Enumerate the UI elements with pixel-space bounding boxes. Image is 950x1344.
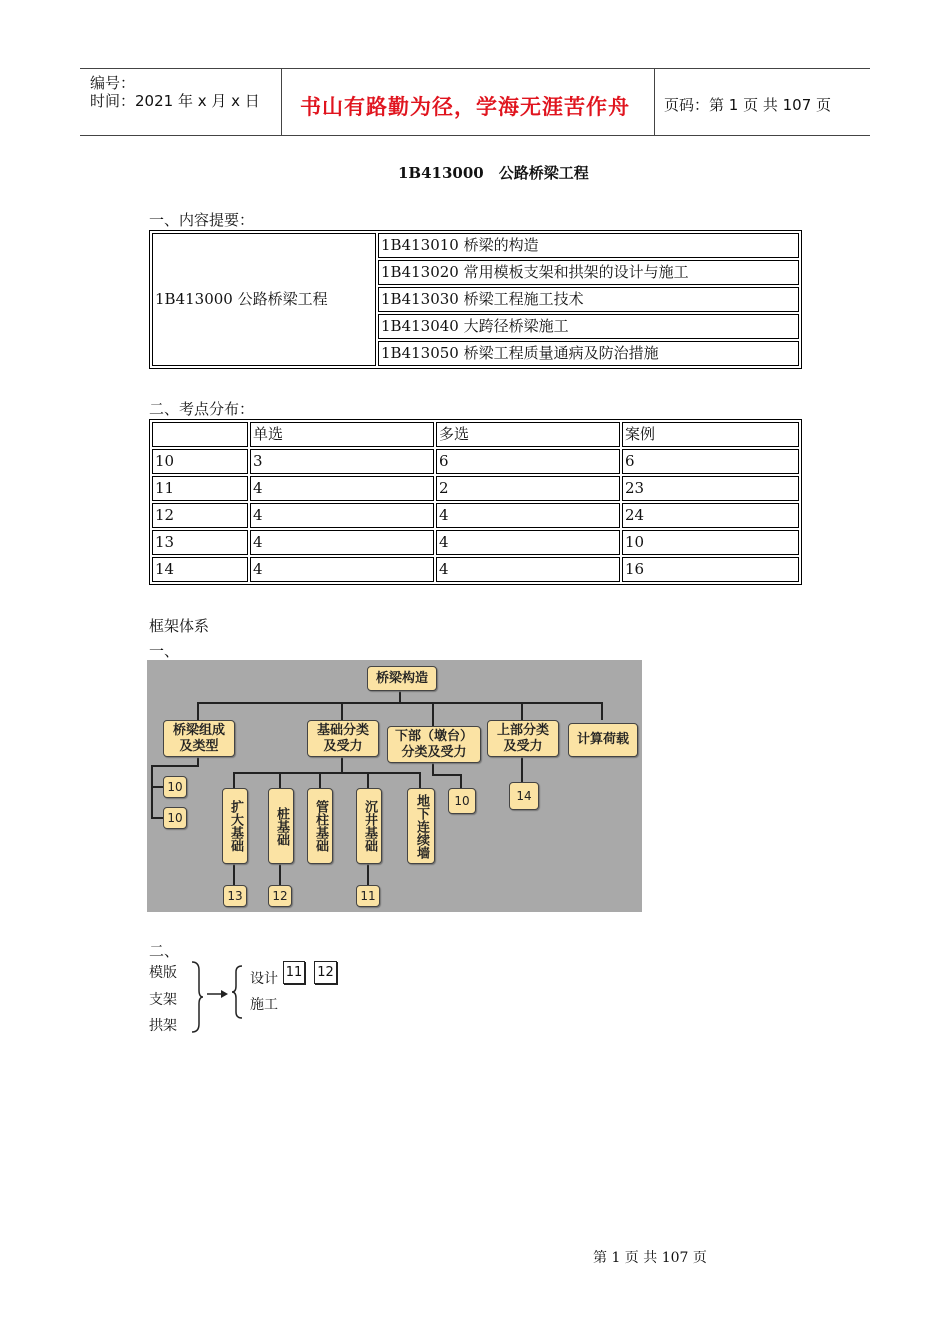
superstructure-node: 上部分类 及受力 — [487, 720, 559, 757]
part2-design: 设计 — [250, 971, 278, 987]
table-row — [152, 503, 799, 528]
table-cell: 14 — [152, 557, 248, 582]
table-cell: 4 — [436, 503, 620, 528]
motto: 书山有路勤为径，学海无涯苦作舟 — [300, 95, 630, 119]
foundation-type-caisson: 沉井基础 — [356, 788, 382, 864]
substructure-node: 下部（墩台） 分类及受力 — [387, 726, 481, 763]
date-label: 时间：2021 年 x 月 x 日 — [90, 92, 260, 110]
table-cell: 6 — [436, 449, 620, 474]
connector — [521, 756, 523, 782]
foundation-type-wall: 地下连续墙 — [407, 788, 435, 864]
table-cell: 6 — [622, 449, 799, 474]
number-tag: 10 — [163, 807, 187, 829]
part2-left-item: 拱架 — [149, 1018, 177, 1034]
exam-distribution-table — [149, 419, 802, 585]
table-cell: 4 — [250, 503, 434, 528]
table-cell: 4 — [436, 530, 620, 555]
connector — [279, 863, 281, 885]
header-bottom-line — [80, 135, 870, 136]
header-divider-1 — [281, 68, 282, 136]
page-label: 页码：第 1 页 共 107 页 — [664, 96, 832, 114]
column-header: 多选 — [436, 422, 620, 447]
connector — [521, 702, 523, 720]
foundation-type-expand: 扩大基础 — [222, 788, 248, 864]
connector — [601, 702, 603, 720]
table-cell: 12 — [152, 503, 248, 528]
table-cell: 10 — [622, 530, 799, 555]
table-row — [152, 557, 799, 582]
number-tag: 10 — [163, 776, 187, 798]
summary-left-cell: 1B413000 公路桥梁工程 — [152, 233, 376, 366]
header-divider-2 — [654, 68, 655, 136]
page-title: 1B413000 公路桥梁工程 — [398, 164, 589, 182]
table-cell: 23 — [622, 476, 799, 501]
table-cell: 13 — [152, 530, 248, 555]
table-cell: 10 — [152, 449, 248, 474]
root-node: 桥梁构造 — [367, 666, 437, 691]
table-cell: 24 — [622, 503, 799, 528]
tag-box: 12 — [314, 961, 337, 984]
number-tag: 10 — [448, 788, 476, 814]
section2-heading: 二、考点分布： — [149, 400, 255, 418]
load-node: 计算荷载 — [568, 723, 638, 757]
connector — [341, 702, 343, 720]
connector — [432, 702, 434, 726]
number-tag: 14 — [509, 782, 539, 810]
connector — [233, 772, 421, 774]
bridge-structure-diagram — [147, 660, 642, 912]
page-footer: 第 1 页 共 107 页 — [593, 1250, 707, 1266]
part2-construct: 施工 — [250, 997, 278, 1013]
right-brace-icon — [231, 964, 243, 1020]
table-cell: 4 — [436, 557, 620, 582]
composition-node: 桥梁组成 及类型 — [163, 720, 235, 757]
tag-box: 11 — [283, 961, 305, 984]
foundation-node: 基础分类 及受力 — [307, 720, 379, 757]
foundation-type-pile: 桩基础 — [268, 788, 294, 864]
summary-item: 1B413020 常用模板支架和拱架的设计与施工 — [378, 260, 799, 285]
content-summary-table — [149, 230, 802, 369]
table-cell: 4 — [250, 476, 434, 501]
summary-item: 1B413050 桥梁工程质量通病及防治措施 — [378, 341, 799, 366]
number-tag: 13 — [223, 885, 247, 907]
part2-label: 二、 — [149, 942, 180, 960]
table-row — [152, 449, 799, 474]
connector — [197, 702, 603, 704]
connector — [279, 772, 281, 788]
table-cell: 4 — [250, 530, 434, 555]
table-row — [152, 530, 799, 555]
part2-left-item: 支架 — [149, 992, 177, 1008]
connector — [233, 772, 235, 788]
serial-label: 编号： — [90, 74, 136, 92]
connector — [319, 772, 321, 788]
arrow-right-icon — [207, 988, 229, 1000]
connector — [197, 702, 199, 720]
table-cell: 16 — [622, 557, 799, 582]
section1-heading: 一、内容提要： — [149, 211, 255, 229]
table-cell: 2 — [436, 476, 620, 501]
connector — [419, 772, 421, 788]
column-header: 单选 — [250, 422, 434, 447]
framework-heading: 框架体系 — [149, 617, 210, 635]
part1-label: 一、 — [149, 642, 180, 660]
column-header: 案例 — [622, 422, 799, 447]
foundation-type-tube: 管柱基础 — [307, 788, 333, 864]
column-header — [152, 422, 248, 447]
table-cell: 11 — [152, 476, 248, 501]
table-row — [152, 476, 799, 501]
connector — [151, 765, 153, 819]
connector — [460, 774, 462, 788]
connector — [151, 786, 163, 788]
number-tag: 12 — [268, 885, 292, 907]
table-cell: 3 — [250, 449, 434, 474]
connector — [233, 863, 235, 885]
number-tag: 11 — [356, 885, 380, 907]
summary-item: 1B413030 桥梁工程施工技术 — [378, 287, 799, 312]
connector — [367, 772, 369, 788]
connector — [367, 863, 369, 885]
table-header-row — [152, 422, 799, 447]
summary-item: 1B413040 大跨径桥梁施工 — [378, 314, 799, 339]
left-brace-icon — [190, 960, 204, 1034]
connector — [151, 765, 199, 767]
header-top-line — [80, 68, 870, 69]
connector — [399, 689, 401, 703]
table-cell: 4 — [250, 557, 434, 582]
connector — [432, 774, 462, 776]
connector — [151, 817, 163, 819]
summary-item: 1B413010 桥梁的构造 — [378, 233, 799, 258]
part2-left-item: 模版 — [149, 965, 177, 981]
